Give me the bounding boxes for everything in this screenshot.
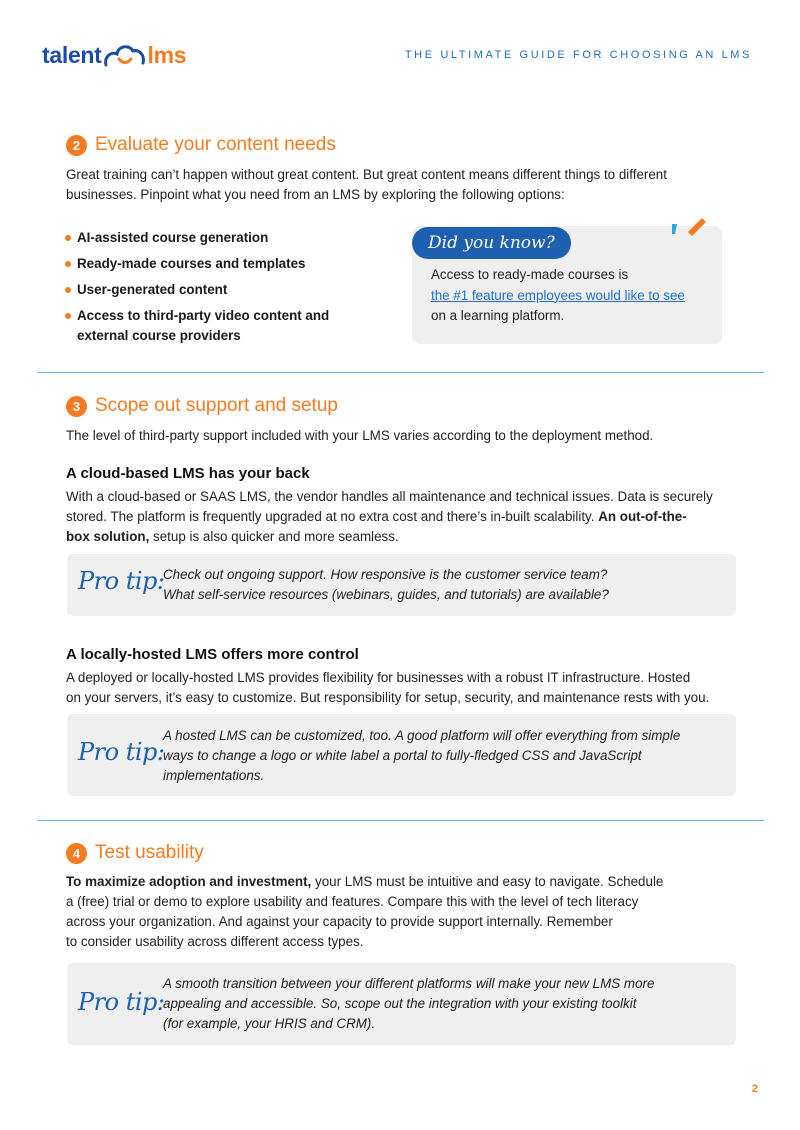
cloud-lms-text: With a cloud-based or SAAS LMS, the vendor handles all maintenance and technical issues. Data is securely stored. The platform is frequently upgraded at no extra cost and there’s in-built scalability. An out-of-the- box solution, setup is also quicker and more seamless. (66, 489, 713, 544)
section-title: Evaluate your content needs (95, 134, 336, 155)
section-3-intro: The level of third-party support included with your LMS varies according to the deployment method. (66, 428, 654, 443)
section-4-text: To maximize adoption and investment, your LMS must be intuitive and easy to navigate. Schedule a (free) trial or demo to explore usability and features. Compare this with the level of tech literacy across your organization. And against your capacity to provide support internally. Remember to consider usability across different access types. (66, 874, 664, 949)
section-4-heading (66, 842, 204, 864)
content-options-list (64, 228, 364, 352)
cloud-smile-icon (103, 41, 147, 69)
logo-talent-text: talent (42, 41, 102, 68)
section-title: Scope out support and setup (95, 395, 338, 416)
did-you-know-text: Access to ready-made courses is the #1 feature employees would like to see on a learning platform. (431, 267, 685, 323)
sparkle-accent-icon (664, 212, 710, 242)
feature-stat-link[interactable]: the #1 feature employees would like to see (431, 287, 685, 303)
section-3-heading (66, 395, 338, 417)
local-lms-text: A deployed or locally-hosted LMS provides flexibility for businesses with a robust IT infrastructure. Hosted on your servers, it’s easy to customize. But responsibility for setup, security, and maintenance rests with you. (66, 670, 710, 705)
pro-tip-label: Pro tip: (78, 738, 165, 766)
section-number-badge: 3 (66, 396, 87, 417)
section-divider (38, 372, 764, 373)
section-2-intro: Great training can’t happen without great content. But great content means different things to different businesses. Pinpoint what you need from an LMS by exploring the following options: (66, 167, 667, 202)
list-item: Ready-made courses and templates (64, 254, 364, 274)
list-item: AI-assisted course generation (64, 228, 364, 248)
section-title: Test usability (95, 842, 204, 863)
pro-tip-label: Pro tip: (78, 567, 165, 595)
pro-tip-text: A hosted LMS can be customized, too. A good platform will offer everything from simple ways to change a logo or white label a portal to fully-fledged CSS and JavaScript implementations. (163, 728, 681, 783)
section-number-badge: 4 (66, 843, 87, 864)
pro-tip-text: Check out ongoing support. How responsive is the customer service team? What self-service resources (webinars, guides, and tutorials) are available? (163, 567, 609, 602)
talentlms-logo (42, 40, 186, 70)
cloud-lms-title: A cloud-based LMS has your back (66, 465, 310, 482)
list-item: User-generated content (64, 280, 364, 300)
logo-lms-text: lms (147, 41, 187, 68)
section-number-badge: 2 (66, 135, 87, 156)
local-lms-title: A locally-hosted LMS offers more control (66, 646, 359, 663)
page-number: 2 (751, 1083, 758, 1095)
pro-tip-text: A smooth transition between your different platforms will make your new LMS more appealing and accessible. So, scope out the integration with your existing toolkit (for example, your HRIS and CRM). (163, 976, 655, 1031)
pro-tip-label: Pro tip: (78, 988, 165, 1016)
section-2-heading (66, 134, 336, 156)
section-divider (38, 820, 764, 821)
did-you-know-label: Did you know? (412, 227, 571, 259)
guide-title: THE ULTIMATE GUIDE FOR CHOOSING AN LMS (404, 49, 752, 61)
list-item: Access to third-party video content and external course providers (64, 306, 364, 346)
